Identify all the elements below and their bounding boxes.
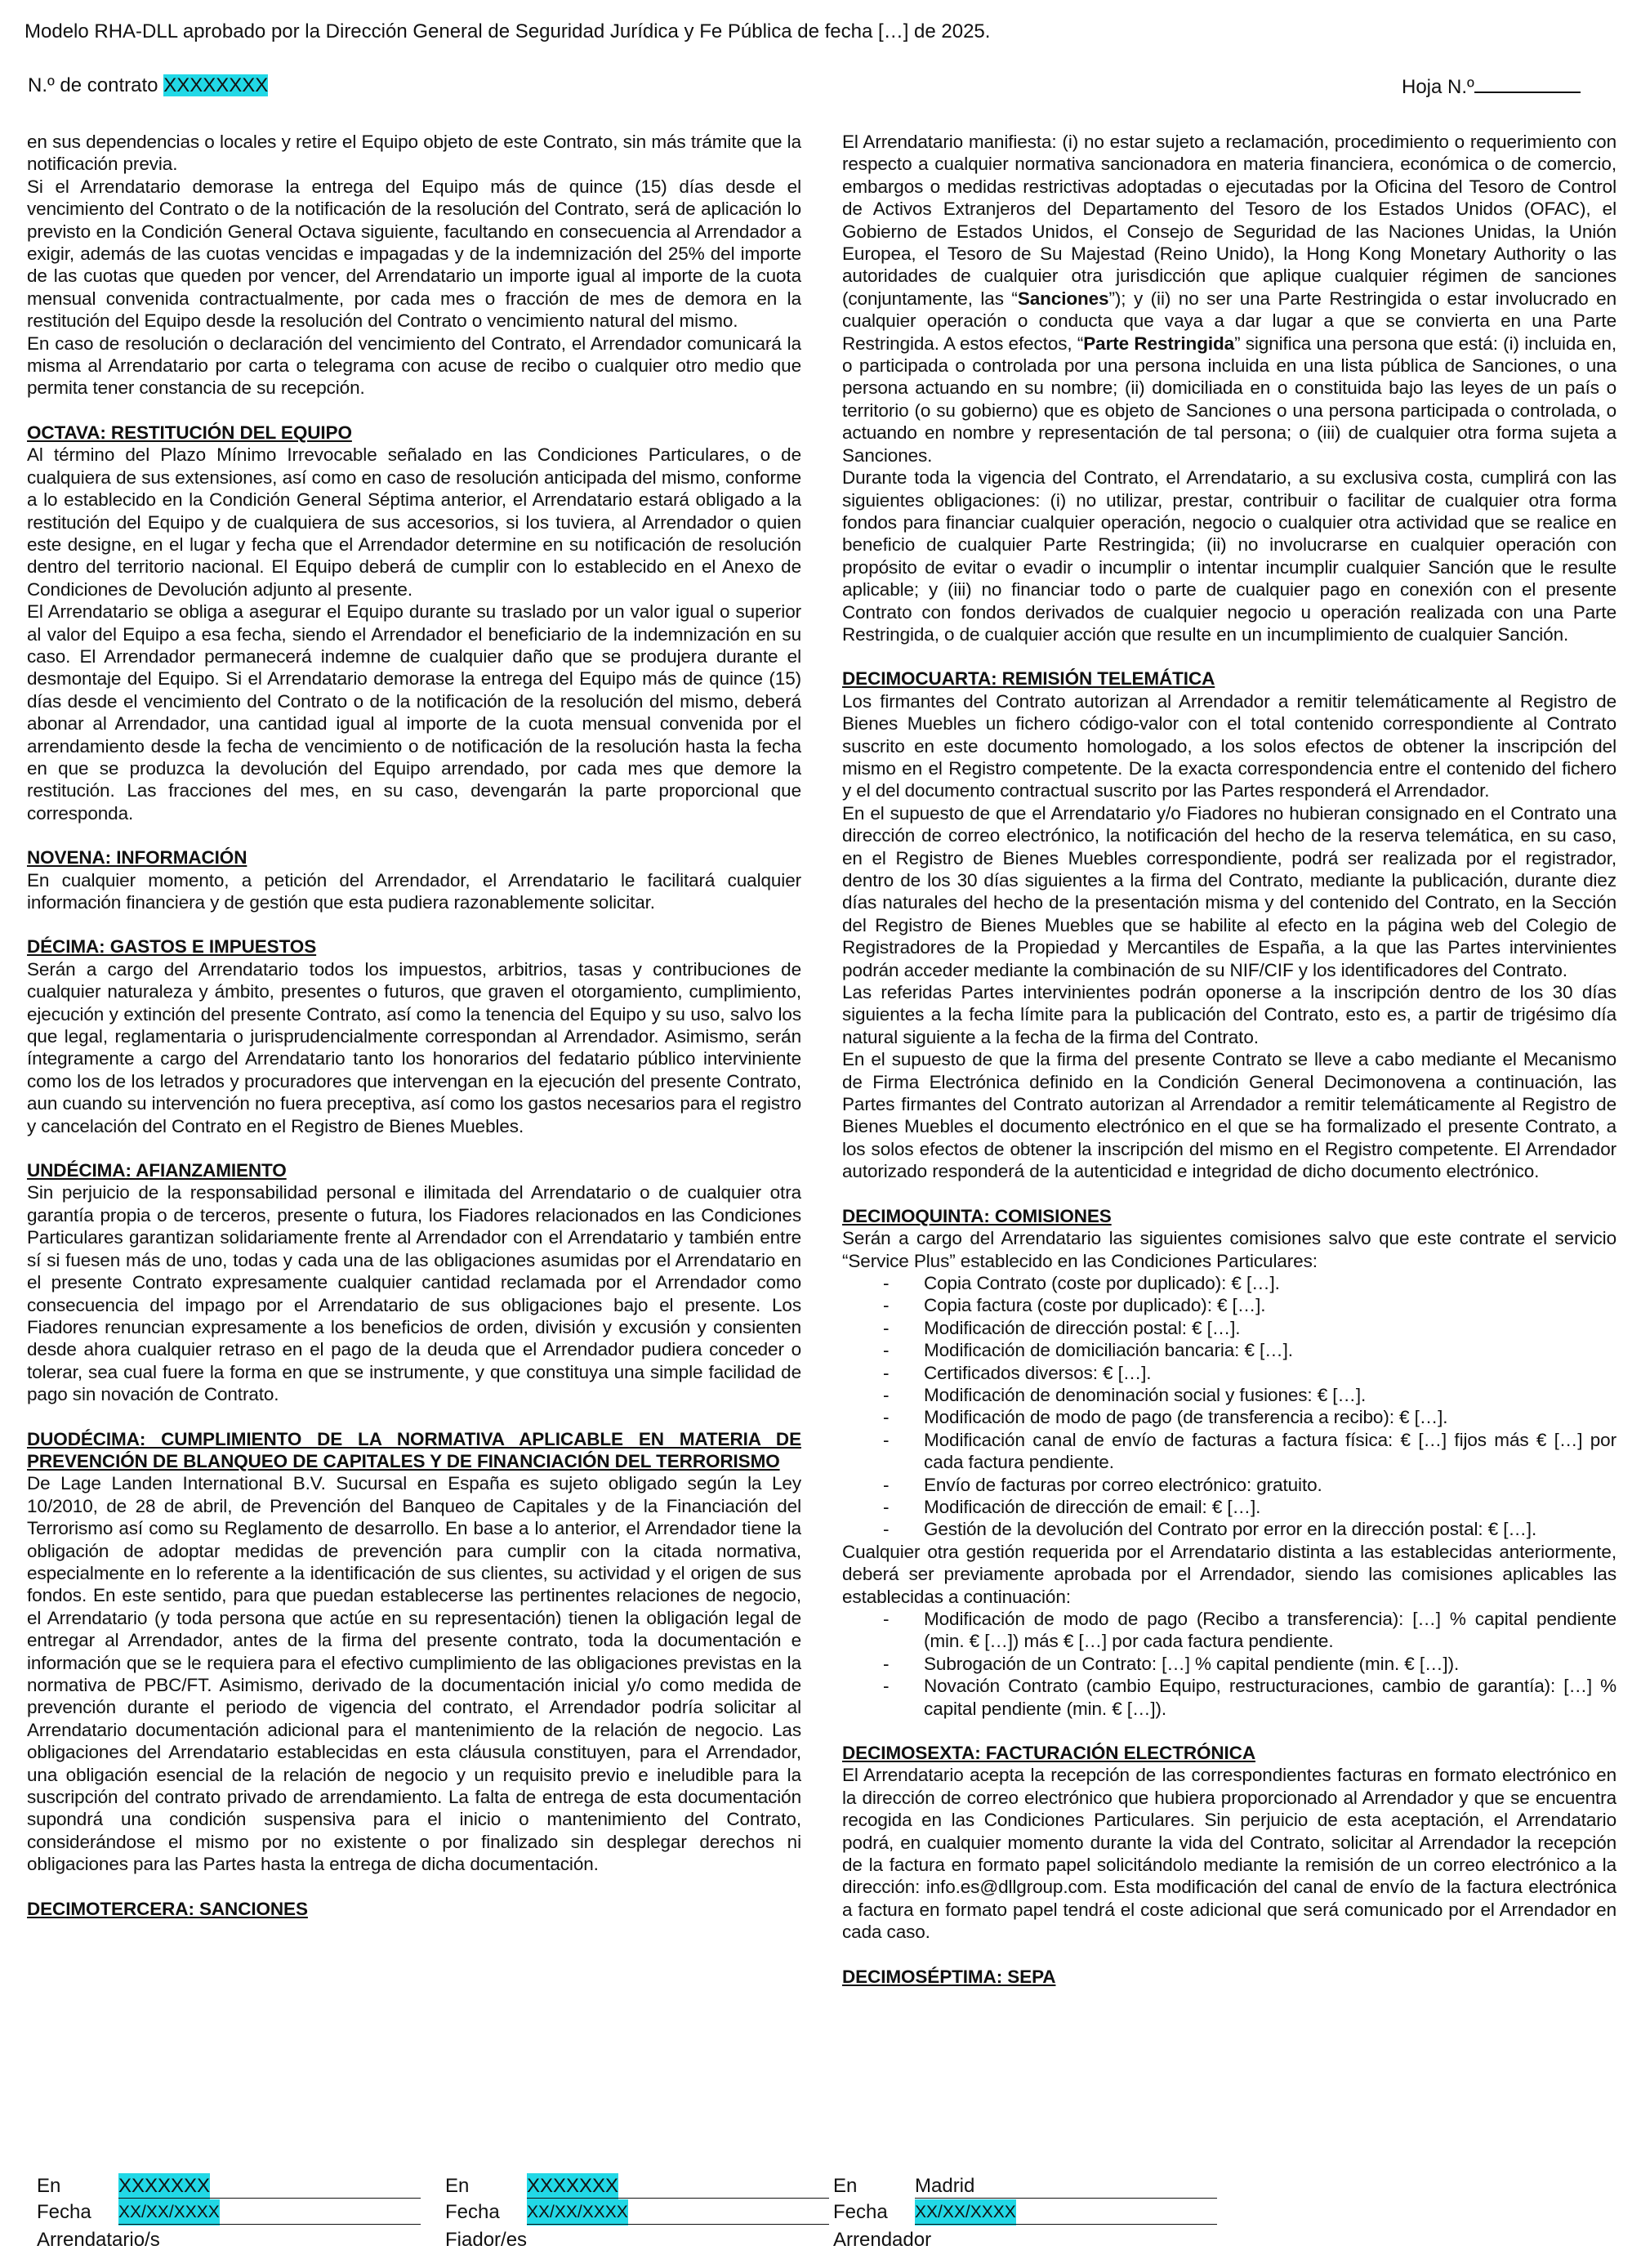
signature-block-arrendatario xyxy=(37,2173,421,2253)
en-value[interactable]: XXXXXXX xyxy=(118,2173,210,2199)
list-item: - Modificación de modo de pago (Recibo a transferencia): […] % capital pendiente (min. € […]) más € […] por cada factura pendiente. xyxy=(842,1608,1616,1653)
paragraph: Sin perjuicio de la responsabilidad personal e ilimitada del Arrendatario o de cualquier otra garantía propia o de terceros, presente o futura, los Fiadores relacionados en las Condiciones Particulares garantizan solidariamente frente al Arrendador con el Arrendatario y también entre sí si fuesen más de uno, todas y cada una de las obligaciones asumidas por el Arrendatario en el presente Contrato expresamente cualquier cantidad reclamada por el Arrendador como consecuencia del impago por el Arrendatario de sus obligaciones bajo el presente. Los Fiadores renuncian expresamente a los beneficios de orden, división y excusión y consienten desde ahora cualquier retraso en el pago de la deuda que el Arrendador pudiera conceder o tolerar, sea cual fuere la forma en que se instrumente, y que constituya una simple facilidad de pago sin novación de Contrato. xyxy=(27,1182,801,1405)
right-column xyxy=(842,131,1616,2165)
list-item: - Novación Contrato (cambio Equipo, restructuraciones, cambio de garantía): […] % capital pendiente (min. € […]). xyxy=(842,1675,1616,1720)
paragraph: Cualquier otra gestión requerida por el Arrendatario distinta a las establecidas anteriormente, deberá ser previamente aprobada por el Arrendador, siendo las comisiones aplicables las establecidas a continuación: xyxy=(842,1541,1616,1607)
left-column xyxy=(27,131,801,2165)
en-label: En xyxy=(833,2175,858,2197)
signer-role: Fiador/es xyxy=(445,2229,528,2251)
en-value: Madrid xyxy=(915,2175,975,2197)
list-item: - Envío de facturas por correo electrónico: gratuito. xyxy=(842,1474,1616,1496)
paragraph: En el supuesto de que la firma del presente Contrato se lleve a cabo mediante el Mecanismo de Firma Electrónica definido en la Condición General Decimonovena a continuación, las Partes firmantes del Contrato autorizan al Arrendador a remitir telemáticamente al Registro de Bienes Muebles el documento electrónico en el que se ha formalizado el presente Contrato, a los solos efectos de obtener la inscripción del mismo en el Registro competente. El Arrendador autorizado responderá de la autenticidad e integridad de dicho documento electrónico. xyxy=(842,1049,1616,1182)
section-heading-duodecima: DUODÉCIMA: CUMPLIMIENTO DE LA NORMATIVA APLICABLE EN MATERIA DE PREVENCIÓN DE BLANQUEO DE CAPITALES Y DE FINANCIACIÓN DEL TERRORISMO xyxy=(27,1428,801,1471)
signer-role: Arrendador xyxy=(833,2229,932,2251)
list-item: - Certificados diversos: € […]. xyxy=(842,1362,1616,1384)
additional-commission-list xyxy=(842,1608,1616,1720)
commission-list xyxy=(842,1272,1616,1541)
fecha-value[interactable]: XX/XX/XXXX xyxy=(118,2199,220,2226)
model-approval-line: Modelo RHA-DLL aprobado por la Dirección General de Seguridad Jurídica y Fe Pública de fecha […] de 2025. xyxy=(25,20,991,42)
paragraph: El Arrendatario manifiesta: (i) no estar sujeto a reclamación, procedimiento o requerimiento con respecto a cualquier normativa sancionadora en materia financiera, económica o de comercio, embargos o medidas restrictivas adoptadas o ejecutadas por la Oficina del Tesoro de Control de Activos Extranjeros del Departamento del Tesoro de los Estados Unidos (OFAC), el Gobierno de Estados Unidos, el Consejo de Seguridad de las Naciones Unidas, la Unión Europea, el Tesoro de Su Majestad (Reino Unido), la Hong Kong Monetary Authority o las autoridades de cualquier otra jurisdicción que aplique cualquier régimen de sanciones (conjuntamente, las “Sanciones”); y (ii) no ser una Parte Restringida o estar involucrado en cualquier operación o conducta que vaya a dar lugar a que se convierta en una Parte Restringida. A estos efectos, “Parte Restringida” significa una persona que está: (i) incluida en, o participada o controlada por una persona incluida en una lista pública de Sanciones, o una persona actuando en su nombre; (ii) domiciliada en o constituida bajo las leyes de un país o territorio (o su gobierno) que es objeto de Sanciones o una persona participada o controlada, o actuando en nombre y representación de tal persona; o (iii) de cualquier otra forma sujeta a Sanciones. xyxy=(842,132,1616,466)
fecha-label: Fecha xyxy=(833,2201,888,2223)
en-value[interactable]: XXXXXXX xyxy=(527,2173,618,2199)
list-item: - Gestión de la devolución del Contrato por error en la dirección postal: € […]. xyxy=(842,1518,1616,1540)
paragraph: en sus dependencias o locales y retire el Equipo objeto de este Contrato, sin más trámite que la notificación previa. xyxy=(27,132,801,175)
paragraph: El Arrendatario acepta la recepción de las correspondientes facturas en formato electrónico en la dirección de correo electrónico que hubiera proporcionado al Arrendador y que se encuentra recogida en las Condiciones Particulares. Sin perjuicio de esta aceptación, el Arrendatario podrá, en cualquier momento durante la vida del Contrato, solicitar al Arrendador la recepción de la factura en formato papel solicitándolo mediante la remisión de un correo electrónico a la dirección: info.es@dllgroup.com. Esta modificación del canal de envío de la factura electrónica a factura en formato papel tendrá el coste adicional que será comunicado por el Arrendador en cada caso. xyxy=(842,1765,1616,1943)
list-item: - Copia factura (coste por duplicado): € […]. xyxy=(842,1294,1616,1316)
signature-block-arrendador xyxy=(833,2173,1217,2253)
signer-role: Arrendatario/s xyxy=(37,2229,160,2251)
section-heading-undecima: UNDÉCIMA: AFIANZAMIENTO xyxy=(27,1160,287,1181)
fecha-value[interactable]: XX/XX/XXXX xyxy=(527,2199,628,2226)
contract-number-value[interactable]: XXXXXXXX xyxy=(163,74,269,96)
defined-term-sanciones: Sanciones xyxy=(1017,288,1109,309)
defined-term-parte-restringida: Parte Restringida xyxy=(1083,333,1235,354)
fecha-label: Fecha xyxy=(37,2201,91,2223)
list-item: - Modificación de dirección de email: € […]. xyxy=(842,1496,1616,1518)
section-heading-decimoquinta: DECIMOQUINTA: COMISIONES xyxy=(842,1205,1112,1226)
list-item: - Modificación de modo de pago (de transferencia a recibo): € […]. xyxy=(842,1406,1616,1428)
paragraph: De Lage Landen International B.V. Sucursal en España es sujeto obligado según la Ley 10/2010, de 28 de abril, de Prevención del Banqueo de Capitales y de la Financiación del Terrorismo así como su Reglamento de desarrollo. En base a lo anterior, el Arrendador tiene la obligación de adoptar medidas de prevención para cumplir con la citada normativa, especialmente en lo referente a la identificación de sus clientes, su actividad y el origen de sus fondos. En este sentido, para que puedan establecerse las pertinentes relaciones de negocio, el Arrendatario (y toda persona que actúe en su representación) tienen la obligación legal de entregar al Arrendador, antes de la firma del presente contrato, toda la documentación e información que se le requiera para el efectivo cumplimiento de las obligaciones previstas en la normativa de PBC/FT. Asimismo, derivado de la documentación inicial y/o como medida de prevención durante el periodo de vigencia del contrato, el Arrendador podría solicitar al Arrendatario documentación adicional para el mantenimiento de la relación de negocio. Las obligaciones del Arrendatario establecidas en esta cláusula constituyen, para el Arrendador, una obligación esencial de la relación de negocio y un requisito previo e ineludible para la suscripción del contrato privado de arrendamiento. La falta de entrega de esta documentación supondrá una condición suspensiva para el inicio o mantenimiento del Contrato, considerándose el mismo por no existente o por finalizado sin desplegar derechos ni obligaciones para las Partes hasta la entrega de dicha documentación. xyxy=(27,1473,801,1875)
sheet-number-label: Hoja N.º xyxy=(1402,76,1474,98)
section-heading-decimosexta: DECIMOSEXTA: FACTURACIÓN ELECTRÓNICA xyxy=(842,1743,1255,1764)
paragraph: Las referidas Partes intervinientes podrán oponerse a la inscripción dentro de los 30 días siguientes a la fecha límite para la publicación del Contrato, esto es, a partir de trigésimo día natural siguiente a la fecha de la firma del Contrato. xyxy=(842,982,1616,1047)
sheet-number-field[interactable] xyxy=(1474,74,1581,93)
paragraph: En caso de resolución o declaración del vencimiento del Contrato, el Arrendador comunicará la misma al Arrendatario por carta o telegrama con acuse de recibo o cualquier otro medio que permita tener constancia de su recepción. xyxy=(27,333,801,399)
sheet-number-line xyxy=(1402,74,1581,100)
fecha-value[interactable]: XX/XX/XXXX xyxy=(915,2199,1016,2226)
section-heading-decimoseptima: DECIMOSÉPTIMA: SEPA xyxy=(842,1966,1056,1987)
paragraph: Serán a cargo del Arrendatario todos los impuestos, arbitrios, tasas y contribuciones de cualquier naturaleza y ámbito, presentes o futuros, que graven el otorgamiento, cumplimiento, ejecución y extinción del presente Contrato, así como la tenencia del Equipo y su uso, salvo los que legal, reglamentaria o jurisprudencialmente correspondan al Arrendador. Asimismo, serán íntegramente a cargo del Arrendatario tanto los honorarios del fedatario público interviniente como los de los letrados y procuradores que intervengan en la ejecución del presente Contrato, aun cuando su intervención no fuera preceptiva, así como los gastos necesarios para el registro y cancelación del Contrato en el Registro de Bienes Muebles. xyxy=(27,958,801,1136)
section-heading-novena: NOVENA: INFORMACIÓN xyxy=(27,847,247,868)
section-heading-decima: DÉCIMA: GASTOS E IMPUESTOS xyxy=(27,936,317,958)
paragraph: En el supuesto de que el Arrendatario y/o Fiadores no hubieran consignado en el Contrato una dirección de correo electrónico, la notificación del hecho de la reserva telemática, en su caso, en el Registro de Bienes Muebles correspondiente, podrá ser realizada por el registrador, dentro de los 30 días siguientes a la firma del Contrato, mediante la publicación, durante diez días naturales del hecho de la presentación misma y del contenido del Contrato, en la Sección del Registro de Bienes Muebles que se habilite al efecto en la página web del Colegio de Registradores de la Propiedad y Mercantiles de España, a la que las Partes intervinientes podrán acceder mediante la combinación de su NIF/CIF y los identificadores del Contrato. xyxy=(842,802,1616,980)
contract-number-line xyxy=(28,74,268,98)
list-item: - Modificación de domiciliación bancaria: € […]. xyxy=(842,1339,1616,1361)
list-item: - Modificación de dirección postal: € […]. xyxy=(842,1317,1616,1339)
en-label: En xyxy=(445,2175,470,2197)
contract-number-label: N.º de contrato xyxy=(28,74,164,96)
paragraph: Al término del Plazo Mínimo Irrevocable señalado en las Condiciones Particulares, o de cualquiera de sus extensiones, así como en caso de resolución anticipada del mismo, conforme a lo establecido en la Condición General Séptima anterior, el Arrendatario estará obligado a la restitución del Equipo y de cualquiera de sus accesorios, si los tuviera, al Arrendador o quien este designe, en el lugar y fecha que el Arrendador determine en su notificación de resolución dentro del territorio nacional. El Equipo deberá de cumplir con lo establecido en el Anexo de Condiciones de Devolución adjunto al presente. xyxy=(27,444,801,600)
en-label: En xyxy=(37,2175,61,2197)
section-heading-decimotercera: DECIMOTERCERA: SANCIONES xyxy=(27,1898,308,1919)
list-item: - Modificación canal de envío de facturas a factura física: € […] fijos más € […] por cada factura pendiente. xyxy=(842,1429,1616,1474)
fecha-label: Fecha xyxy=(445,2201,500,2223)
paragraph: Los firmantes del Contrato autorizan al Arrendador a remitir telemáticamente al Registro de Bienes Muebles un fichero código-valor con el total contenido correspondiente al Contrato suscrito en este documento homologado, a los solos efectos de obtener la inscripción del mismo en el Registro competente. De la exacta correspondencia entre el contenido del fichero y el del documento contractual suscrito por las Partes responderá el Arrendador. xyxy=(842,690,1616,801)
paragraph: Si el Arrendatario demorase la entrega del Equipo más de quince (15) días desde el vencimiento del Contrato o de la notificación de la resolución del Contrato, será de aplicación lo previsto en la Condición General Octava siguiente, facultando en consecuencia al Arrendador a exigir, además de las cuotas vencidas e impagadas y de la indemnización del 25% del importe de las cuotas que queden por vencer, del Arrendatario un importe igual al importe de la cuota mensual convenida contractualmente, por cada mes o fracción de mes de demora en la restitución del Equipo desde la resolución del Contrato o vencimiento natural del mismo. xyxy=(27,176,801,332)
list-item: - Modificación de denominación social y fusiones: € […]. xyxy=(842,1384,1616,1406)
section-heading-decimocuarta: DECIMOCUARTA: REMISIÓN TELEMÁTICA xyxy=(842,668,1215,690)
paragraph: En cualquier momento, a petición del Arrendador, el Arrendatario le facilitará cualquier información financiera y de gestión que esta pudiera razonablemente solicitar. xyxy=(27,869,801,913)
list-item: - Copia Contrato (coste por duplicado): € […]. xyxy=(842,1272,1616,1294)
paragraph: Serán a cargo del Arrendatario las siguientes comisiones salvo que este contrate el servicio “Service Plus” establecido en las Condiciones Particulares: xyxy=(842,1228,1616,1271)
paragraph: El Arrendatario se obliga a asegurar el Equipo durante su traslado por un valor igual o superior al valor del Equipo a esa fecha, siendo el Arrendador el beneficiario de la indemnización en su caso. El Arrendador permanecerá indemne de cualquier daño que se produjera durante el desmontaje del Equipo. Si el Arrendatario demorase la entrega del Equipo más de quince (15) días desde el vencimiento del Contrato o de la notificación de la resolución del mismo, deberá abonar al Arrendador, una cantidad igual al importe de la cuota mensual convenida por el arrendamiento desde la fecha de vencimiento o de notificación de la resolución hasta la fecha en que se produzca la devolución del Equipo arrendado, por cada mes que demore la restitución. Las fracciones del mes, en su caso, devengarán la parte proporcional que corresponda. xyxy=(27,601,801,824)
signature-block-fiador xyxy=(445,2173,829,2253)
paragraph: Durante toda la vigencia del Contrato, el Arrendatario, a su exclusiva costa, cumplirá con las siguientes obligaciones: (i) no utilizar, prestar, contribuir o facilitar de cualquier otra forma fondos para financiar cualquier operación, negocio o cualquier otra actividad que se realice en beneficio de cualquier Parte Restringida; (ii) no involucrarse en cualquier operación con propósito de evitar o evadir o incumplir o intentar incumplir cualquier Sanción que le resulte aplicable; y (iii) no financiar todo o parte de cualquier pago en conexión con el presente Contrato con fondos derivados de cualquier negocio u operación realizada con una Parte Restringida, o de cualquier acción que resulte en un incumplimiento de cualquier Sanción. xyxy=(842,467,1616,645)
section-heading-octava: OCTAVA: RESTITUCIÓN DEL EQUIPO xyxy=(27,422,352,443)
list-item: - Subrogación de un Contrato: […] % capital pendiente (min. € […]). xyxy=(842,1653,1616,1675)
